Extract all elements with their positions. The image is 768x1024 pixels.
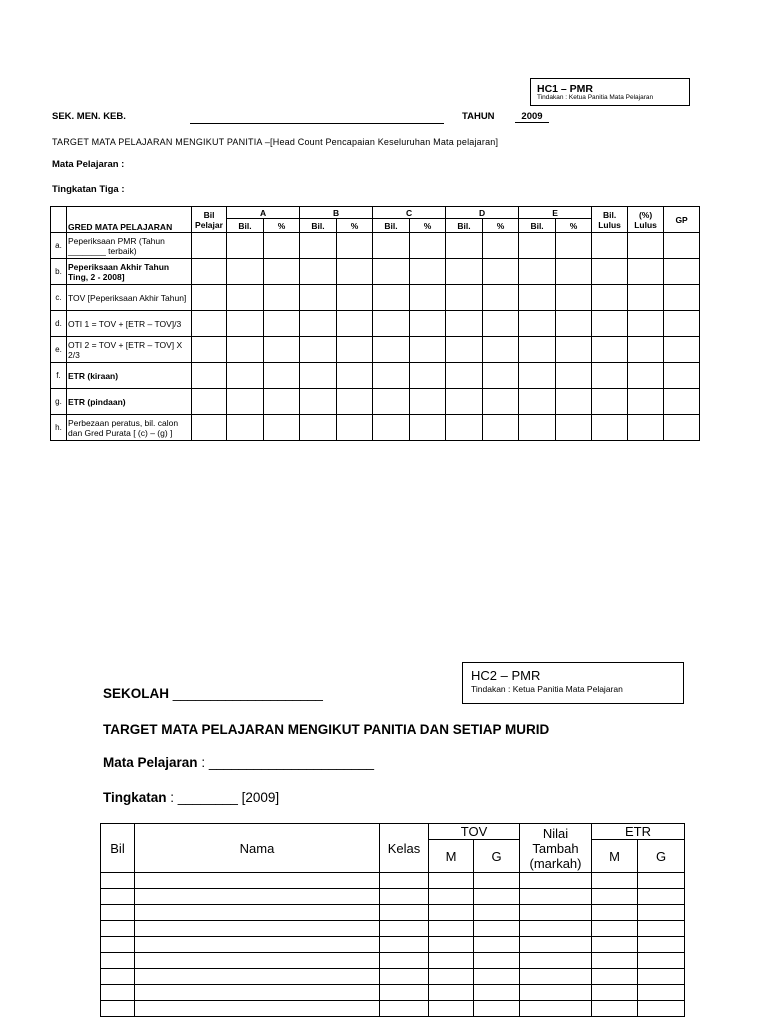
entry-cell[interactable] bbox=[520, 1001, 592, 1017]
entry-cell[interactable] bbox=[373, 285, 410, 311]
entry-cell[interactable] bbox=[664, 233, 700, 259]
row-label: e. bbox=[51, 337, 67, 363]
table-row bbox=[101, 1001, 685, 1017]
table-row bbox=[51, 337, 700, 363]
entry-cell[interactable] bbox=[483, 415, 519, 441]
hc1-pct-subheader: % bbox=[556, 219, 592, 233]
entry-cell[interactable] bbox=[446, 259, 483, 285]
hc1-level-label: Tingkatan Tiga : bbox=[52, 184, 125, 195]
row-label: h. bbox=[51, 415, 67, 441]
hc1-school-label: SEK. MEN. KEB. bbox=[52, 111, 126, 122]
hc1-pct-subheader: % bbox=[264, 219, 300, 233]
entry-cell[interactable] bbox=[628, 389, 664, 415]
row-description: ETR (kiraan) bbox=[67, 363, 192, 389]
entry-cell[interactable] bbox=[380, 905, 429, 921]
entry-cell[interactable] bbox=[628, 285, 664, 311]
entry-cell[interactable] bbox=[264, 337, 300, 363]
entry-cell[interactable] bbox=[483, 337, 519, 363]
table-row bbox=[101, 969, 685, 985]
entry-cell[interactable] bbox=[264, 259, 300, 285]
entry-cell[interactable] bbox=[474, 1001, 520, 1017]
entry-cell[interactable] bbox=[592, 1001, 638, 1017]
hc1-bil-pelajar-header: Bil Pelajar bbox=[192, 207, 227, 233]
hc2-level-blank[interactable]: : ________ bbox=[170, 790, 238, 805]
entry-cell[interactable] bbox=[520, 953, 592, 969]
entry-cell[interactable] bbox=[410, 311, 446, 337]
entry-cell[interactable] bbox=[380, 889, 429, 905]
row-description: OTI 2 = TOV + [ETR – TOV] X 2/3 bbox=[67, 337, 192, 363]
entry-cell[interactable] bbox=[638, 1001, 685, 1017]
entry-cell[interactable] bbox=[429, 905, 474, 921]
entry-cell[interactable] bbox=[192, 311, 227, 337]
hc1-gred-header: GRED MATA PELAJARAN bbox=[67, 207, 192, 233]
hc2-school-label: SEKOLAH bbox=[103, 686, 170, 701]
hc2-level-label: Tingkatan bbox=[103, 790, 167, 805]
entry-cell[interactable] bbox=[556, 233, 592, 259]
entry-cell[interactable] bbox=[520, 905, 592, 921]
hc1-pct-subheader: % bbox=[410, 219, 446, 233]
entry-cell[interactable] bbox=[556, 337, 592, 363]
entry-cell[interactable] bbox=[474, 937, 520, 953]
entry-cell[interactable] bbox=[519, 233, 556, 259]
row-label: f. bbox=[51, 363, 67, 389]
row-label: a. bbox=[51, 233, 67, 259]
entry-cell[interactable] bbox=[556, 389, 592, 415]
row-description: ETR (pindaan) bbox=[67, 389, 192, 415]
hc1-grade-header: E bbox=[519, 207, 592, 219]
entry-cell[interactable] bbox=[300, 285, 337, 311]
entry-cell[interactable] bbox=[446, 337, 483, 363]
entry-cell[interactable] bbox=[410, 337, 446, 363]
entry-cell[interactable] bbox=[380, 937, 429, 953]
table-row bbox=[101, 905, 685, 921]
entry-cell[interactable] bbox=[300, 311, 337, 337]
entry-cell[interactable] bbox=[483, 259, 519, 285]
entry-cell[interactable] bbox=[337, 415, 373, 441]
entry-cell[interactable] bbox=[556, 311, 592, 337]
entry-cell[interactable] bbox=[410, 389, 446, 415]
hc2-tov-header: TOV bbox=[429, 824, 520, 840]
entry-cell[interactable] bbox=[101, 905, 135, 921]
table-row bbox=[101, 953, 685, 969]
entry-cell[interactable] bbox=[373, 259, 410, 285]
entry-cell[interactable] bbox=[373, 311, 410, 337]
entry-cell[interactable] bbox=[300, 389, 337, 415]
entry-cell[interactable] bbox=[192, 337, 227, 363]
entry-cell[interactable] bbox=[227, 415, 264, 441]
entry-cell[interactable] bbox=[429, 873, 474, 889]
entry-cell[interactable] bbox=[446, 415, 483, 441]
entry-cell[interactable] bbox=[474, 953, 520, 969]
entry-cell[interactable] bbox=[638, 985, 685, 1001]
entry-cell[interactable] bbox=[410, 415, 446, 441]
hc2-tov-m-header: M bbox=[429, 840, 474, 873]
entry-cell[interactable] bbox=[592, 259, 628, 285]
entry-cell[interactable] bbox=[446, 285, 483, 311]
row-description: OTI 1 = TOV + [ETR – TOV]/3 bbox=[67, 311, 192, 337]
table-row bbox=[51, 311, 700, 337]
entry-cell[interactable] bbox=[446, 233, 483, 259]
table-row bbox=[101, 921, 685, 937]
entry-cell[interactable] bbox=[264, 233, 300, 259]
entry-cell[interactable] bbox=[556, 259, 592, 285]
hc1-bil-subheader: Bil. bbox=[446, 219, 483, 233]
entry-cell[interactable] bbox=[664, 285, 700, 311]
entry-cell[interactable] bbox=[664, 363, 700, 389]
hc2-target-title: TARGET MATA PELAJARAN MENGIKUT PANITIA DAN SETIAP MURID bbox=[103, 722, 550, 737]
entry-cell[interactable] bbox=[628, 337, 664, 363]
entry-cell[interactable] bbox=[519, 337, 556, 363]
entry-cell[interactable] bbox=[227, 259, 264, 285]
row-description: Perbezaan peratus, bil. calon dan Gred Purata [ (c) – (g) ] bbox=[67, 415, 192, 441]
entry-cell[interactable] bbox=[337, 285, 373, 311]
entry-cell[interactable] bbox=[373, 389, 410, 415]
hc1-bil-subheader: Bil. bbox=[373, 219, 410, 233]
entry-cell[interactable] bbox=[519, 389, 556, 415]
table-row bbox=[51, 259, 700, 285]
entry-cell[interactable] bbox=[592, 285, 628, 311]
hc1-bil-lulus-header: Bil. Lulus bbox=[592, 207, 628, 233]
entry-cell[interactable] bbox=[135, 953, 380, 969]
table-row bbox=[51, 415, 700, 441]
entry-cell[interactable] bbox=[192, 389, 227, 415]
entry-cell[interactable] bbox=[520, 889, 592, 905]
entry-cell[interactable] bbox=[135, 889, 380, 905]
entry-cell[interactable] bbox=[429, 937, 474, 953]
entry-cell[interactable] bbox=[519, 415, 556, 441]
hc2-subject-label: Mata Pelajaran bbox=[103, 755, 198, 770]
entry-cell[interactable] bbox=[192, 363, 227, 389]
table-row bbox=[101, 873, 685, 889]
entry-cell[interactable] bbox=[446, 389, 483, 415]
entry-cell[interactable] bbox=[101, 937, 135, 953]
entry-cell[interactable] bbox=[664, 259, 700, 285]
entry-cell[interactable] bbox=[483, 311, 519, 337]
hc1-year-value: 2009 bbox=[515, 111, 549, 123]
hc1-bil-subheader: Bil. bbox=[519, 219, 556, 233]
entry-cell[interactable] bbox=[135, 1001, 380, 1017]
row-label: g. bbox=[51, 389, 67, 415]
entry-cell[interactable] bbox=[592, 937, 638, 953]
entry-cell[interactable] bbox=[373, 233, 410, 259]
hc1-bil-subheader: Bil. bbox=[227, 219, 264, 233]
hc2-level-line bbox=[103, 790, 279, 805]
hc2-etr-m-header: M bbox=[592, 840, 638, 873]
entry-cell[interactable] bbox=[380, 953, 429, 969]
entry-cell[interactable] bbox=[592, 905, 638, 921]
entry-cell[interactable] bbox=[628, 233, 664, 259]
entry-cell[interactable] bbox=[264, 415, 300, 441]
table-row bbox=[51, 233, 700, 259]
row-description: TOV [Peperiksaan Akhir Tahun] bbox=[67, 285, 192, 311]
entry-cell[interactable] bbox=[556, 285, 592, 311]
entry-cell[interactable] bbox=[410, 233, 446, 259]
entry-cell[interactable] bbox=[135, 921, 380, 937]
hc1-pct-subheader: % bbox=[337, 219, 373, 233]
hc2-table-body bbox=[101, 873, 685, 1017]
entry-cell[interactable] bbox=[474, 905, 520, 921]
entry-cell[interactable] bbox=[135, 937, 380, 953]
entry-cell[interactable] bbox=[101, 873, 135, 889]
hc2-etr-header: ETR bbox=[592, 824, 685, 840]
entry-cell[interactable] bbox=[483, 233, 519, 259]
entry-cell[interactable] bbox=[101, 969, 135, 985]
entry-cell[interactable] bbox=[520, 985, 592, 1001]
entry-cell[interactable] bbox=[337, 233, 373, 259]
entry-cell[interactable] bbox=[429, 953, 474, 969]
entry-cell[interactable] bbox=[592, 389, 628, 415]
entry-cell[interactable] bbox=[101, 889, 135, 905]
hc1-headcount-table bbox=[50, 206, 700, 441]
entry-cell[interactable] bbox=[474, 921, 520, 937]
hc1-grade-header: C bbox=[373, 207, 446, 219]
table-row bbox=[51, 363, 700, 389]
hc2-tov-g-header: G bbox=[474, 840, 520, 873]
entry-cell[interactable] bbox=[638, 921, 685, 937]
hc1-gp-header: GP bbox=[664, 207, 700, 233]
entry-cell[interactable] bbox=[101, 1001, 135, 1017]
entry-cell[interactable] bbox=[410, 363, 446, 389]
table-row bbox=[51, 285, 700, 311]
entry-cell[interactable] bbox=[664, 311, 700, 337]
hc1-grade-header: A bbox=[227, 207, 300, 219]
entry-cell[interactable] bbox=[592, 985, 638, 1001]
entry-cell[interactable] bbox=[410, 285, 446, 311]
entry-cell[interactable] bbox=[227, 389, 264, 415]
entry-cell[interactable] bbox=[638, 969, 685, 985]
entry-cell[interactable] bbox=[519, 259, 556, 285]
entry-cell[interactable] bbox=[264, 285, 300, 311]
hc1-table-body bbox=[51, 233, 700, 441]
entry-cell[interactable] bbox=[300, 415, 337, 441]
hc1-action: Tindakan : Ketua Panitia Mata Pelajaran bbox=[537, 94, 654, 101]
entry-cell[interactable] bbox=[520, 873, 592, 889]
entry-cell[interactable] bbox=[592, 889, 638, 905]
entry-cell[interactable] bbox=[337, 363, 373, 389]
hc2-nama-header: Nama bbox=[135, 824, 380, 873]
hc2-code-box bbox=[462, 662, 684, 704]
entry-cell[interactable] bbox=[628, 415, 664, 441]
entry-cell[interactable] bbox=[337, 311, 373, 337]
row-description: Peperiksaan Akhir Tahun Ting, 2 - 2008] bbox=[67, 259, 192, 285]
table-row bbox=[101, 985, 685, 1001]
entry-cell[interactable] bbox=[135, 985, 380, 1001]
entry-cell[interactable] bbox=[520, 969, 592, 985]
entry-cell[interactable] bbox=[373, 415, 410, 441]
entry-cell[interactable] bbox=[135, 969, 380, 985]
entry-cell[interactable] bbox=[101, 921, 135, 937]
entry-cell[interactable] bbox=[429, 889, 474, 905]
entry-cell[interactable] bbox=[264, 389, 300, 415]
entry-cell[interactable] bbox=[638, 905, 685, 921]
entry-cell[interactable] bbox=[227, 363, 264, 389]
hc1-subject-label: Mata Pelajaran : bbox=[52, 159, 125, 170]
entry-cell[interactable] bbox=[474, 985, 520, 1001]
hc1-pct-subheader: % bbox=[483, 219, 519, 233]
entry-cell[interactable] bbox=[664, 415, 700, 441]
entry-cell[interactable] bbox=[380, 873, 429, 889]
entry-cell[interactable] bbox=[264, 363, 300, 389]
entry-cell[interactable] bbox=[300, 363, 337, 389]
entry-cell[interactable] bbox=[628, 363, 664, 389]
entry-cell[interactable] bbox=[135, 873, 380, 889]
entry-cell[interactable] bbox=[520, 921, 592, 937]
hc2-bil-header: Bil bbox=[101, 824, 135, 873]
row-label: b. bbox=[51, 259, 67, 285]
entry-cell[interactable] bbox=[483, 363, 519, 389]
hc1-code-box bbox=[530, 78, 690, 106]
entry-cell[interactable] bbox=[227, 233, 264, 259]
entry-cell[interactable] bbox=[519, 285, 556, 311]
entry-cell[interactable] bbox=[429, 921, 474, 937]
hc1-code: HC1 – PMR bbox=[537, 83, 594, 95]
entry-cell[interactable] bbox=[638, 937, 685, 953]
hc2-etr-g-header: G bbox=[638, 840, 685, 873]
entry-cell[interactable] bbox=[519, 311, 556, 337]
entry-cell[interactable] bbox=[592, 873, 638, 889]
entry-cell[interactable] bbox=[192, 233, 227, 259]
hc2-level-year: [2009] bbox=[241, 790, 280, 805]
hc2-subject-line bbox=[103, 755, 374, 770]
entry-cell[interactable] bbox=[101, 953, 135, 969]
hc1-school-blank[interactable] bbox=[190, 123, 444, 124]
entry-cell[interactable] bbox=[592, 921, 638, 937]
entry-cell[interactable] bbox=[556, 415, 592, 441]
entry-cell[interactable] bbox=[519, 363, 556, 389]
entry-cell[interactable] bbox=[446, 363, 483, 389]
entry-cell[interactable] bbox=[227, 285, 264, 311]
entry-cell[interactable] bbox=[337, 337, 373, 363]
hc2-school-line bbox=[103, 686, 323, 701]
entry-cell[interactable] bbox=[592, 363, 628, 389]
entry-cell[interactable] bbox=[380, 969, 429, 985]
hc2-subject-blank[interactable]: : ______________________ bbox=[201, 755, 374, 770]
entry-cell[interactable] bbox=[380, 921, 429, 937]
hc1-grade-header: B bbox=[300, 207, 373, 219]
entry-cell[interactable] bbox=[192, 259, 227, 285]
entry-cell[interactable] bbox=[446, 311, 483, 337]
hc2-action: Tindakan : Ketua Panitia Mata Pelajaran bbox=[471, 684, 623, 694]
row-description: Peperiksaan PMR (Tahun ________ terbaik) bbox=[67, 233, 192, 259]
entry-cell[interactable] bbox=[429, 985, 474, 1001]
entry-cell[interactable] bbox=[592, 311, 628, 337]
hc2-nilai-tambah-header: Nilai Tambah (markah) bbox=[520, 824, 592, 873]
hc2-kelas-header: Kelas bbox=[380, 824, 429, 873]
entry-cell[interactable] bbox=[638, 873, 685, 889]
entry-cell[interactable] bbox=[380, 985, 429, 1001]
table-row bbox=[101, 937, 685, 953]
hc2-student-table bbox=[100, 823, 685, 1017]
entry-cell[interactable] bbox=[474, 969, 520, 985]
entry-cell[interactable] bbox=[429, 1001, 474, 1017]
entry-cell[interactable] bbox=[429, 969, 474, 985]
entry-cell[interactable] bbox=[628, 259, 664, 285]
entry-cell[interactable] bbox=[592, 233, 628, 259]
entry-cell[interactable] bbox=[474, 889, 520, 905]
entry-cell[interactable] bbox=[337, 259, 373, 285]
hc2-school-blank[interactable]: ____________________ bbox=[172, 686, 323, 701]
entry-cell[interactable] bbox=[227, 337, 264, 363]
entry-cell[interactable] bbox=[192, 415, 227, 441]
hc1-grade-header: D bbox=[446, 207, 519, 219]
hc1-label-header bbox=[51, 207, 67, 233]
hc1-target-title: TARGET MATA PELAJARAN MENGIKUT PANITIA –[Head Count Pencapaian Keseluruhan Mata pelajaran] bbox=[52, 137, 499, 147]
entry-cell[interactable] bbox=[638, 889, 685, 905]
entry-cell[interactable] bbox=[592, 337, 628, 363]
hc1-year-label: TAHUN bbox=[462, 111, 495, 122]
entry-cell[interactable] bbox=[264, 311, 300, 337]
entry-cell[interactable] bbox=[373, 337, 410, 363]
entry-cell[interactable] bbox=[664, 337, 700, 363]
hc1-pct-lulus-header: (%) Lulus bbox=[628, 207, 664, 233]
entry-cell[interactable] bbox=[592, 953, 638, 969]
entry-cell[interactable] bbox=[483, 389, 519, 415]
entry-cell[interactable] bbox=[520, 937, 592, 953]
entry-cell[interactable] bbox=[380, 1001, 429, 1017]
entry-cell[interactable] bbox=[638, 953, 685, 969]
entry-cell[interactable] bbox=[300, 233, 337, 259]
entry-cell[interactable] bbox=[101, 985, 135, 1001]
entry-cell[interactable] bbox=[410, 259, 446, 285]
entry-cell[interactable] bbox=[592, 969, 638, 985]
entry-cell[interactable] bbox=[664, 389, 700, 415]
table-row bbox=[51, 389, 700, 415]
row-label: c. bbox=[51, 285, 67, 311]
entry-cell[interactable] bbox=[300, 337, 337, 363]
entry-cell[interactable] bbox=[628, 311, 664, 337]
entry-cell[interactable] bbox=[192, 285, 227, 311]
entry-cell[interactable] bbox=[227, 311, 264, 337]
entry-cell[interactable] bbox=[483, 285, 519, 311]
entry-cell[interactable] bbox=[135, 905, 380, 921]
entry-cell[interactable] bbox=[373, 363, 410, 389]
entry-cell[interactable] bbox=[337, 389, 373, 415]
hc1-bil-subheader: Bil. bbox=[300, 219, 337, 233]
entry-cell[interactable] bbox=[556, 363, 592, 389]
entry-cell[interactable] bbox=[474, 873, 520, 889]
row-label: d. bbox=[51, 311, 67, 337]
table-row bbox=[101, 889, 685, 905]
entry-cell[interactable] bbox=[300, 259, 337, 285]
hc2-code: HC2 – PMR bbox=[471, 668, 541, 683]
entry-cell[interactable] bbox=[592, 415, 628, 441]
